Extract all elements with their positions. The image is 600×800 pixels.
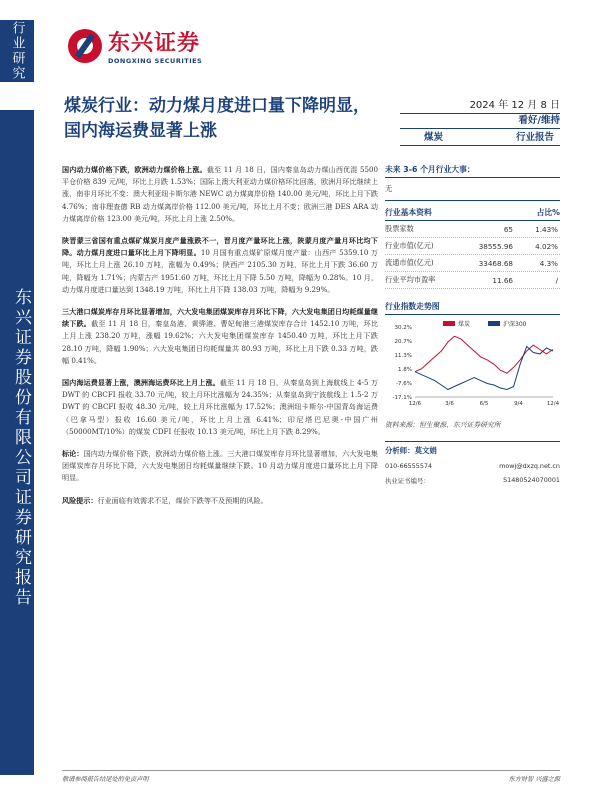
paragraph-text: 截至 11 月 18 日，从秦皇岛到上海航线上 4-5 万 DWT 的 CBCFI 报收 33.70 元/吨，较上月环比涨幅为 24.35%；从秦皇岛到宁波航线上 1.5-2 万 DWT 的 CBCFI 报收 48.30 元/吨，较上月环比涨幅为 17.52%；澳洲纽卡斯尔-中国青岛海运费（巴拿马型）报收 16.60 美元/吨，环比上月上涨 6.41%；印尼塔巴尼奥-中国广州（50000MT/10%）的煤炭 CDFI 任报收 10.13 美元/吨，环比上月下跌 8.29%。 bbox=[62, 378, 378, 436]
stat-label: 股票家数 bbox=[385, 224, 414, 233]
body-paragraph bbox=[62, 164, 378, 225]
body-paragraph bbox=[62, 306, 378, 367]
y-tick-label: 11.3% bbox=[394, 353, 412, 359]
logo-name-cn: 东兴证券 bbox=[108, 31, 201, 56]
analyst-contact bbox=[385, 462, 560, 470]
y-tick-label: -17.1% bbox=[392, 395, 412, 401]
report-body bbox=[62, 164, 378, 517]
y-tick-label: 20.7% bbox=[394, 339, 412, 345]
analyst-name: 分析师：莫文娟 bbox=[385, 446, 437, 455]
stat-pct: 1.43% bbox=[535, 224, 558, 234]
sidebar-company-label: 东兴证券股份有限公司证券研究报告 bbox=[0, 110, 34, 775]
rating-badge: 看好/维持 bbox=[400, 110, 560, 129]
stat-value: 33468.68 bbox=[478, 258, 513, 268]
report-tags bbox=[400, 127, 560, 146]
paragraph-lead: 标论： bbox=[62, 449, 84, 459]
stat-row bbox=[385, 221, 560, 238]
stat-label: 流通市值(亿元) bbox=[385, 258, 434, 267]
stat-pct: 4.02% bbox=[535, 241, 558, 251]
stat-label: 行业平均市盈率 bbox=[385, 275, 436, 284]
analyst-cert bbox=[385, 476, 560, 485]
y-tick-label: 30.2% bbox=[394, 325, 412, 331]
stat-value: 11.66 bbox=[492, 275, 513, 285]
x-tick-label: 9/4 bbox=[514, 401, 523, 407]
stat-row bbox=[385, 238, 560, 255]
logo-name-en: DONGXING SECURITIES bbox=[108, 57, 203, 65]
stat-row bbox=[385, 255, 560, 272]
x-tick-label: 12/4 bbox=[546, 401, 560, 407]
stat-pct: 4.3% bbox=[539, 258, 558, 268]
paragraph-lead: 国内海运费显著上涨，澳洲海运费环比上月上涨。 bbox=[62, 378, 220, 388]
paragraph-text: 10 月国有重点煤矿原煤月度产量：山西产 5359.10 万吨，环比上月上涨 26.10 万吨，涨幅为 0.49%；陕西产 2105.30 万吨，环比上月下跌 36.60 万吨，降幅为 1.71%；内蒙古产 1951.60 万吨，环比上月下降 5.50 万吨，降幅为 0.28%。10 月，动力煤月度进口量达到 1348.19 万吨，环比上月下降 138.03 万吨，降幅为 9.29%。 bbox=[62, 248, 378, 294]
paragraph-lead: 陕晋蒙三省国有重点煤矿煤炭月度产量涨跌不一，晋月度产量环比上涨，陕蒙月度产量月环比均下降。动力煤月度进口量环比上月下降明显。 bbox=[62, 236, 378, 258]
chart-heading-text: 行业指数走势图 bbox=[385, 302, 440, 311]
body-paragraph bbox=[62, 235, 378, 296]
events-value: 无 bbox=[385, 178, 560, 201]
stats-heading-text: 行业基本资料 bbox=[385, 208, 432, 217]
footer-disclaimer: 敬请参阅报告结尾处的免责声明 bbox=[62, 776, 149, 783]
y-tick-label: -7.6% bbox=[396, 381, 412, 387]
sidebar-category-label: 行业研究 bbox=[0, 20, 34, 82]
report-date: 2024 年 12 月 8 日 bbox=[400, 96, 560, 114]
paragraph-text: 截至 11 月 18 日，秦皇岛港、黄骅港、曹妃甸港三港煤炭库存合计 1452.10 万吨，环比上月上涨 238.20 万吨，涨幅 19.62%；六大发电集团煤炭库存 1450.40 万吨，环比上月下跌 28.10 万吨，降幅 1.90%；六大发电集团日均耗煤量共 80.93 万吨，环比上月下跌 0.33 万吨，跌幅 0.41%。 bbox=[62, 319, 379, 365]
x-tick-label: 12/6 bbox=[408, 401, 422, 407]
analyst-email: mowj@dxzq.net.cn bbox=[499, 462, 560, 470]
logo-mark-icon bbox=[68, 29, 102, 63]
index-chart-section bbox=[385, 301, 560, 411]
analyst-phone: 010-66555574 bbox=[385, 462, 433, 470]
body-paragraph bbox=[62, 495, 378, 507]
paragraph-lead: 风险提示： bbox=[62, 495, 98, 505]
analyst-cert-label: 执业证书编号： bbox=[385, 477, 430, 485]
stats-pct-header: 占比% bbox=[536, 208, 560, 217]
series-line bbox=[415, 347, 553, 390]
stat-row bbox=[385, 272, 560, 289]
paragraph-lead: 三大港口煤炭库存月环比显著增加，六大发电集团煤炭库存月环比下降，六大发电集团日均耗煤量继续下跌。 bbox=[62, 307, 378, 329]
legend-swatch bbox=[443, 321, 455, 326]
paragraph-text: 行业面临有效需求不足，煤价下跌等不及预期的风险。 bbox=[97, 495, 268, 505]
events-heading-text: 未来 3-6 个月行业大事： bbox=[385, 165, 475, 174]
report-type-tag: 行业报告 bbox=[515, 132, 554, 143]
sidebar-panel bbox=[385, 164, 560, 485]
legend-swatch bbox=[488, 321, 500, 326]
y-tick-label: 1.8% bbox=[398, 367, 412, 373]
legend-label: 煤炭 bbox=[458, 321, 471, 328]
body-paragraph bbox=[62, 377, 378, 438]
index-trend-chart bbox=[385, 319, 560, 411]
chart-source: 资料来源：恒生聚源、东兴证券研究所 bbox=[385, 421, 501, 429]
series-line bbox=[415, 336, 553, 373]
stat-value: 65 bbox=[503, 224, 513, 234]
paragraph-text: 国内动力煤价格下跌，欧洲动力煤价格上涨。三大港口煤炭库存月环比显著增加，六大发电集团煤炭库存月环比下降，六大发电集团日均耗煤量继续下跌。10 月动力煤月度进口量环比上月下降明显。 bbox=[62, 449, 379, 483]
x-tick-label: 3/6 bbox=[445, 401, 454, 407]
report-title: 煤炭行业：动力煤月度进口量下降明显，国内海运费显著上涨 bbox=[64, 96, 370, 141]
stat-pct: / bbox=[555, 275, 558, 285]
body-paragraph bbox=[62, 448, 378, 485]
stat-value: 38555.96 bbox=[478, 241, 513, 251]
stat-label: 行业市值(亿元) bbox=[385, 241, 434, 250]
analyst-block bbox=[385, 441, 560, 485]
legend-label: 沪深300 bbox=[503, 321, 527, 328]
chart-heading bbox=[385, 301, 560, 315]
x-tick-label: 6/5 bbox=[479, 401, 489, 407]
analyst-cert-number: S1480524070001 bbox=[503, 476, 560, 484]
paragraph-text: 截至 11 月 18 日，国内秦皇岛动力煤山西优混 5500 平仓价格 839 元/吨，环比上月跌 1.53%；国际上澳大利亚动力煤价格环比回落，欧洲月环比继续上涨，南非月环比不变：澳大利亚纽卡斯尔港 NEWC 动力煤离岸价格 140.00 美元/吨，环比上月下跌 4.76%；南非理查德 RB 动力煤离岸价格 112.00 美元/吨，环比上月不变；欧洲三港 DES ARA 动力煤离岸价格 123.00 美元/吨，环比上月上涨 2.50%。 bbox=[62, 165, 379, 223]
page-footer bbox=[62, 770, 560, 783]
paragraph-lead: 国内动力煤价格下跌，欧洲动力煤价格上涨。 bbox=[62, 165, 207, 174]
stats-heading bbox=[385, 207, 560, 221]
events-heading bbox=[385, 164, 560, 178]
company-logo bbox=[68, 26, 202, 65]
industry-tag: 煤炭 bbox=[424, 132, 444, 143]
footer-slogan: 东方财智 兴盛之源 bbox=[508, 776, 560, 783]
